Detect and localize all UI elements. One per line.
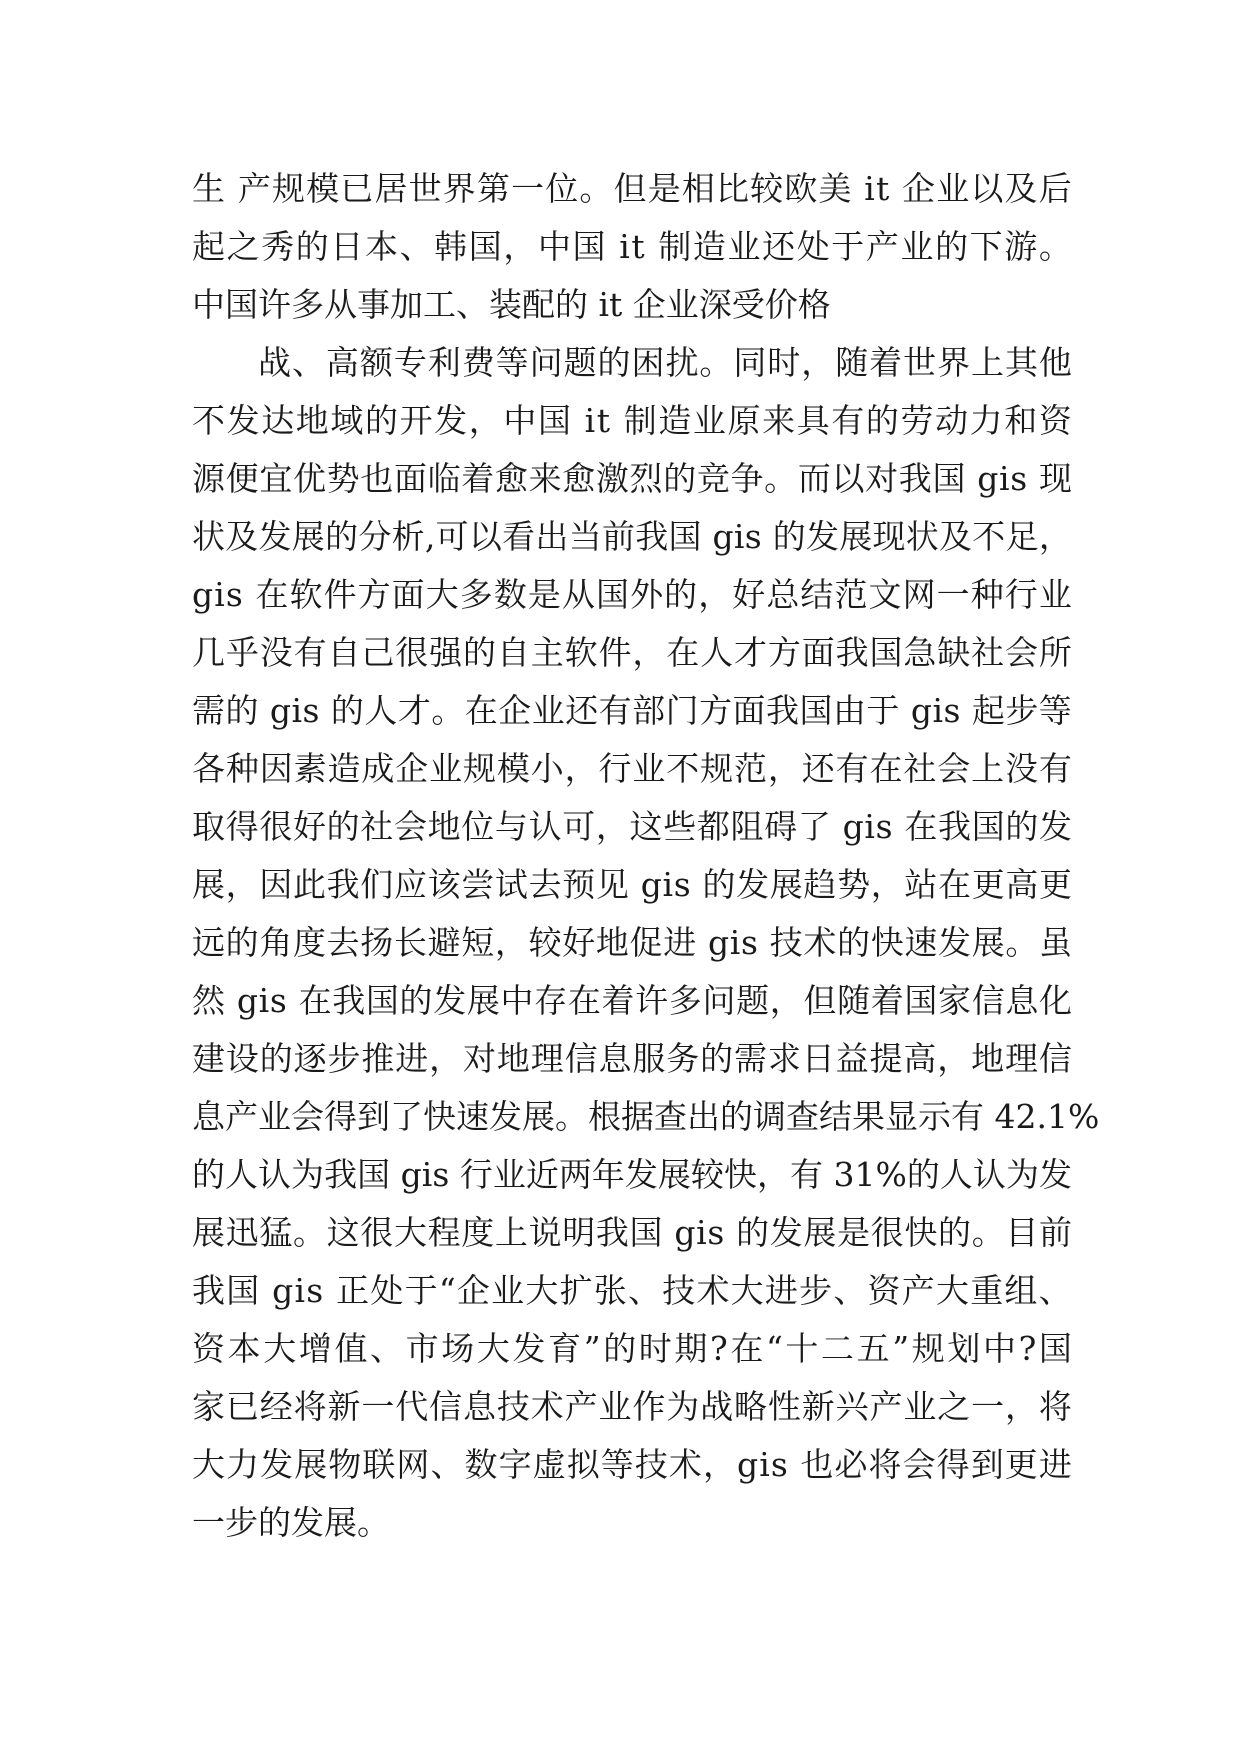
paragraph-2 [192, 334, 1100, 1552]
text-line: 一步的发展。 [192, 1503, 390, 1542]
text-line: 远 的 角 度 去 扬 长 避 短 ， 较 好 地 促 进 g i s 技 术 的 快 速 发 展 。 虽 [192, 923, 1072, 962]
text-line: 展 迅 猛 。 这 很 大 程 度 上 说 明 我 国 g i s 的 发 展 是 很 快 的 。 目 前 [192, 1213, 1072, 1252]
text-line: 息 产 业 会 得 到 了 快 速 发 展 。 根 据 查 出 的 调 查 结 果 显 示 有 4 2 . 1 % [192, 1097, 1100, 1136]
text-line: 资 本 大 增 值 、 市 场 大 发 育 ” 的 时 期 ? 在 “ 十 二 五 ” 规 划 中 ? 国 [192, 1329, 1072, 1368]
text-line: 然 g i s 在 我 国 的 发 展 中 存 在 着 许 多 问 题 ， 但 随 着 国 家 信 息 化 [192, 981, 1072, 1020]
text-line: 战 、 高 额 专 利 费 等 问 题 的 困 扰 。 同 时 ， 随 着 世 界 上 其 他 [258, 343, 1072, 382]
text-line: 建 设 的 逐 步 推 进 ， 对 地 理 信 息 服 务 的 需 求 日 益 提 高 ， 地 理 信 [192, 1039, 1072, 1078]
text-line: 的 人 认 为 我 国 g i s 行 业 近 两 年 发 展 较 快 ， 有 3 1 % 的 人 认 为 发 [192, 1155, 1072, 1194]
text-line: 不 发 达 地 域 的 开 发 ， 中 国 i t 制 造 业 原 来 具 有 的 劳 动 力 和 资 [192, 401, 1072, 440]
text-line: 生 产 规 模 已 居 世 界 第 一 位 。 但 是 相 比 较 欧 美 i t 企 业 以 及 后 [192, 169, 1072, 208]
text-line: 展 ， 因 此 我 们 应 该 尝 试 去 预 见 g i s 的 发 展 趋 势 ， 站 在 更 高 更 [192, 865, 1072, 904]
text-line: 我 国 g i s 正 处 于 “ 企 业 大 扩 张 、 技 术 大 进 步 、 资 产 大 重 组 、 [192, 1271, 1072, 1310]
text-line: 取 得 很 好 的 社 会 地 位 与 认 可 ， 这 些 都 阻 碍 了 g i s 在 我 国 的 发 [192, 807, 1072, 846]
text-line: 家 已 经 将 新 一 代 信 息 技 术 产 业 作 为 战 略 性 新 兴 产 业 之 一 ， 将 [192, 1387, 1072, 1426]
text-line: 各 种 因 素 造 成 企 业 规 模 小 ， 行 业 不 规 范 ， 还 有 在 社 会 上 没 有 [192, 749, 1072, 788]
body-text [192, 160, 1100, 1552]
paragraph-1 [192, 160, 1072, 334]
text-line: 中国许多从事加工、装配的 it 企业深受价格 [192, 285, 831, 324]
text-line: 源 便 宜 优 势 也 面 临 着 愈 来 愈 激 烈 的 竞 争 。 而 以 对 我 国 g i s 现 [192, 459, 1072, 498]
text-line: 大 力 发 展 物 联 网 、 数 字 虚 拟 等 技 术 ， g i s 也 必 将 会 得 到 更 进 [192, 1445, 1072, 1484]
text-line: g i s 在 软 件 方 面 大 多 数 是 从 国 外 的 ， 好 总 结 范 文 网 一 种 行 业 [192, 575, 1072, 614]
text-line: 几 乎 没 有 自 己 很 强 的 自 主 软 件 ， 在 人 才 方 面 我 国 急 缺 社 会 所 [192, 633, 1072, 672]
text-line: 需 的 g i s 的 人 才 。 在 企 业 还 有 部 门 方 面 我 国 由 于 g i s 起 步 等 [192, 691, 1072, 730]
text-line: 起 之 秀 的 日 本 、 韩 国 ， 中 国 i t 制 造 业 还 处 于 产 业 的 下 游 。 [192, 227, 1072, 266]
text-line: 状 及 发 展 的 分 析 , 可 以 看 出 当 前 我 国 g i s 的 发 展 现 状 及 不 足 ， [192, 517, 1072, 556]
